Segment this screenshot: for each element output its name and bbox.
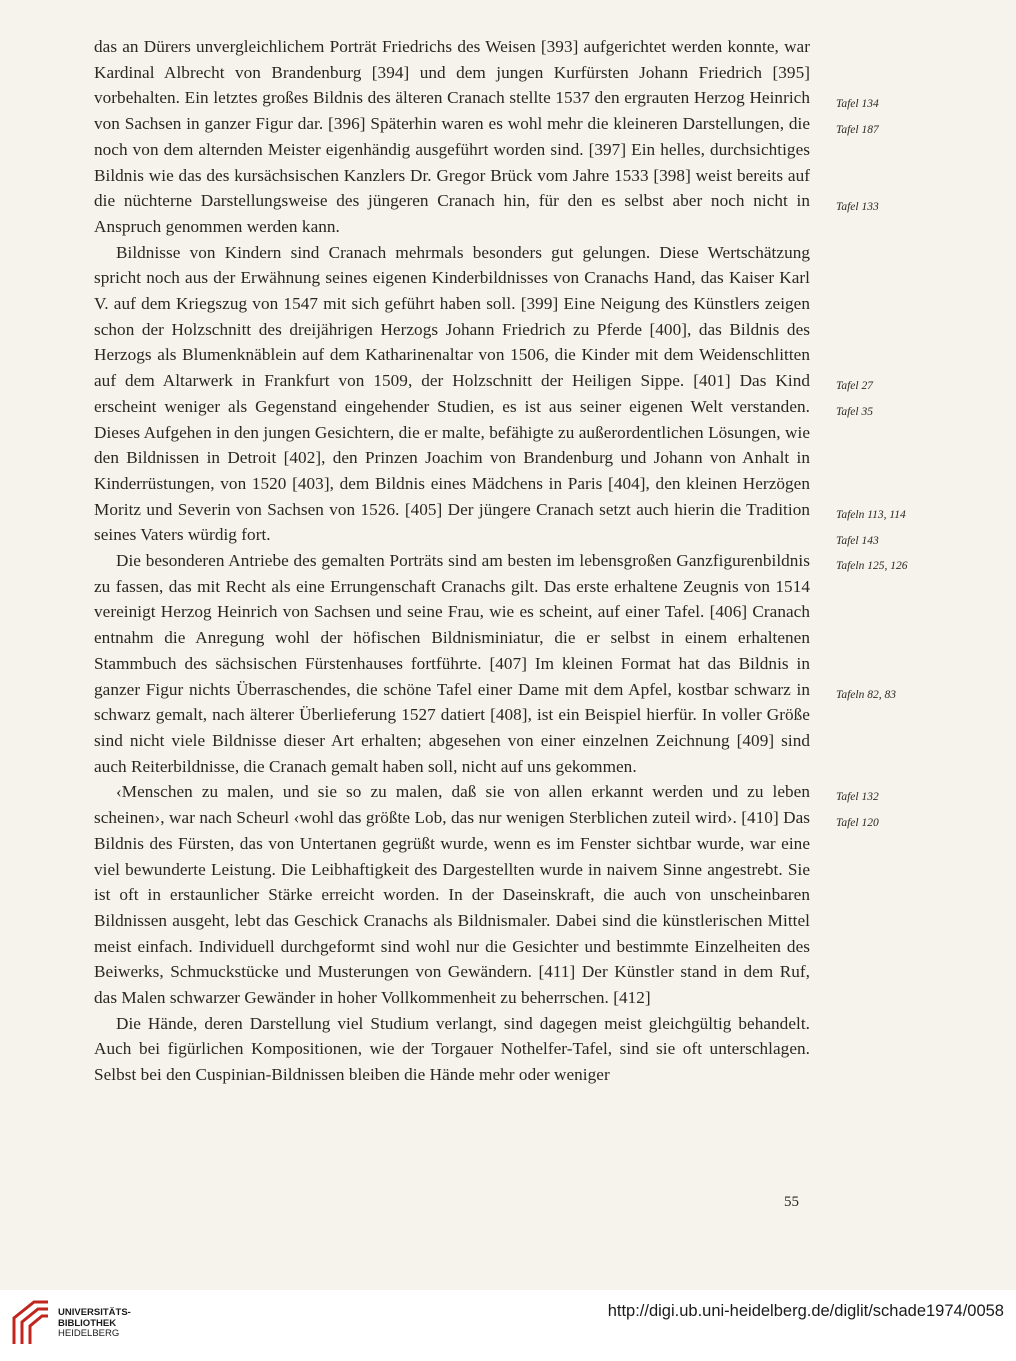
paragraph-4: ‹Menschen zu malen, und sie so zu malen, daß sie von allen erkannt werden und zu leben scheinen›, war nach Scheurl ‹wohl das größte Lob, das nur wenigen Sterblichen zuteil wird›. [410] Das Bildnis des Fürsten, das von Untertanen gegrüßt wurde, wenn es im Fenster sichtbar wurde, war eine viel bewunderte Leistung. Die Leibhaftigkeit des Dargestellten wurde in naivem Sinne angestrebt. Sie ist oft in erstaunlicher Stärke erreicht worden. In der Daseinskraft, die auch von unscheinbaren Bildnissen ausgeht, lebt das Geschick Cranachs als Bildnismaler. Dabei sind die künstlerischen Mittel meist einfach. Individuell durchgeformt sind wohl nur die Gesichter und bestimmte Einzelheiten des Beiwerks, Schmuckstücke und Musterungen von Gewändern. [411] Der Künstler stand in dem Ruf, das Malen schwarzer Gewänder in hoher Vollkommenheit zu beherrschen. [412] [94, 782, 810, 1008]
margin-note: Tafeln 113, 114 [836, 509, 906, 521]
paragraph-1: das an Dürers unvergleichlichem Porträt Friedrichs des Weisen [393] aufgerichtet werden konnte, war Kardinal Albrecht von Brandenburg [394] und dem jungen Kurfürsten Johann Friedrich [395] vorbehalten. Ein letztes großes Bildnis des älteren Cranach stellte 1537 den ergrauten Herzog Heinrich von Sachsen in ganzer Figur dar. [396] Späterhin waren es wohl mehr die kleineren Darstellungen, die noch von dem alternden Meister eigenhändig ausgeführt worden sind. [397] Ein helles, durchsichtiges Bildnis wie das des kursächsischen Kanzlers Dr. Gregor Brück vom Jahre 1533 [398] weist bereits auf die nüchterne Darstellungsweise des jüngeren Cranach hin, für den es selbst aber noch nicht in Anspruch genommen werden kann. [94, 37, 810, 236]
margin-note: Tafel 134 [836, 98, 879, 110]
margin-note: Tafel 27 [836, 380, 873, 392]
footer-bar [0, 1290, 1016, 1361]
paragraph-2: Bildnisse von Kindern sind Cranach mehrmals besonders gut gelungen. Diese Wertschätzung spricht noch aus der Erwähnung seines eigenen Kinderbildnisses von Cranachs Hand, das Kaiser Karl V. auf dem Kriegszug von 1547 mit sich geführt haben soll. [399] Eine Neigung des Künstlers zeigen schon der Holzschnitt des dreijährigen Herzogs Johann Friedrich zu Pferde [400], das Bildnis des Herzogs als Blumenknäblein auf dem Katharinenaltar von 1506, die Kinder mit dem Weidenschlitten auf dem Altarwerk in Frankfurt von 1509, der Holzschnitt der Heiligen Sippe. [401] Das Kind erscheint weniger als Gegenstand eingehender Studien, es ist aus seiner eigenen Welt verstanden. Dieses Aufgehen in den jungen Gesichtern, die er malte, befähigte zu außerordentlichen Lösungen, wie den Bildnissen in Detroit [402], den Prinzen Joachim von Brandenburg und Johann von Anhalt in Kinderrüstungen, von 1520 [403], dem Bildnis eines Mädchens in Paris [404], den kleinen Herzögen Moritz und Severin von Sachsen von 1526. [405] Der jüngere Cranach setzt auch hierin die Tradition seines Vaters würdig fort. [94, 242, 810, 545]
library-name-line: BIBLIOTHEK [58, 1317, 117, 1329]
margin-note: Tafel 187 [836, 124, 879, 136]
library-name-line: HEIDELBERG [58, 1328, 120, 1339]
margin-note: Tafeln 82, 83 [836, 689, 896, 701]
paragraph-3: Die besonderen Antriebe des gemalten Porträts sind am besten im lebensgroßen Ganzfigurenbildnis zu fassen, das mit Recht als eine Errungenschaft Cranachs gilt. Das erste erhaltene Zeugnis von 1514 vereinigt Herzog Heinrich von Sachsen und seine Frau, wie es scheint, auf einer Tafel. [406] Cranach entnahm die Anregung wohl der höfischen Bildnisminiatur, die er selbst in einem erhaltenen Stammbuch des sächsischen Fürstenhauses fortführte. [407] Im kleinen Format hat das Bildnis in ganzer Figur nichts Überraschendes, die schöne Tafel einer Dame mit dem Apfel, kostbar schwarz in schwarz gemalt, nach älterer Überlieferung 1527 datiert [408], ist ein Beispiel hierfür. In voller Größe sind nicht viele Bildnisse dieser Art erhalten; abgesehen von einer einzelnen Zeichnung [409] sind auch Reiterbildnisse, die Cranach gemalt haben soll, nicht auf uns gekommen. [94, 551, 810, 776]
margin-note: Tafel 120 [836, 817, 879, 829]
body-text [94, 34, 810, 1088]
library-name [58, 1308, 131, 1340]
page-number: 55 [784, 1194, 799, 1210]
page-url-link[interactable]: http://digi.ub.uni-heidelberg.de/diglit/schade1974/0058 [607, 1302, 1004, 1320]
margin-note: Tafel 132 [836, 791, 879, 803]
library-name-line: UNIVERSITÄTS- [58, 1307, 131, 1318]
library-logo-icon [8, 1298, 52, 1348]
margin-note: Tafeln 125, 126 [836, 560, 908, 572]
margin-note: Tafel 143 [836, 535, 879, 547]
margin-note: Tafel 133 [836, 201, 879, 213]
margin-note: Tafel 35 [836, 406, 873, 418]
paragraph-5: Die Hände, deren Darstellung viel Studium verlangt, sind dagegen meist gleichgültig behandelt. Auch bei figürlichen Kompositionen, wie der Torgauer Nothelfer-Tafel, sind sie oft unterschlagen. Selbst bei den Cuspinian-Bildnissen bleiben die Hände mehr oder weniger [94, 1013, 810, 1085]
